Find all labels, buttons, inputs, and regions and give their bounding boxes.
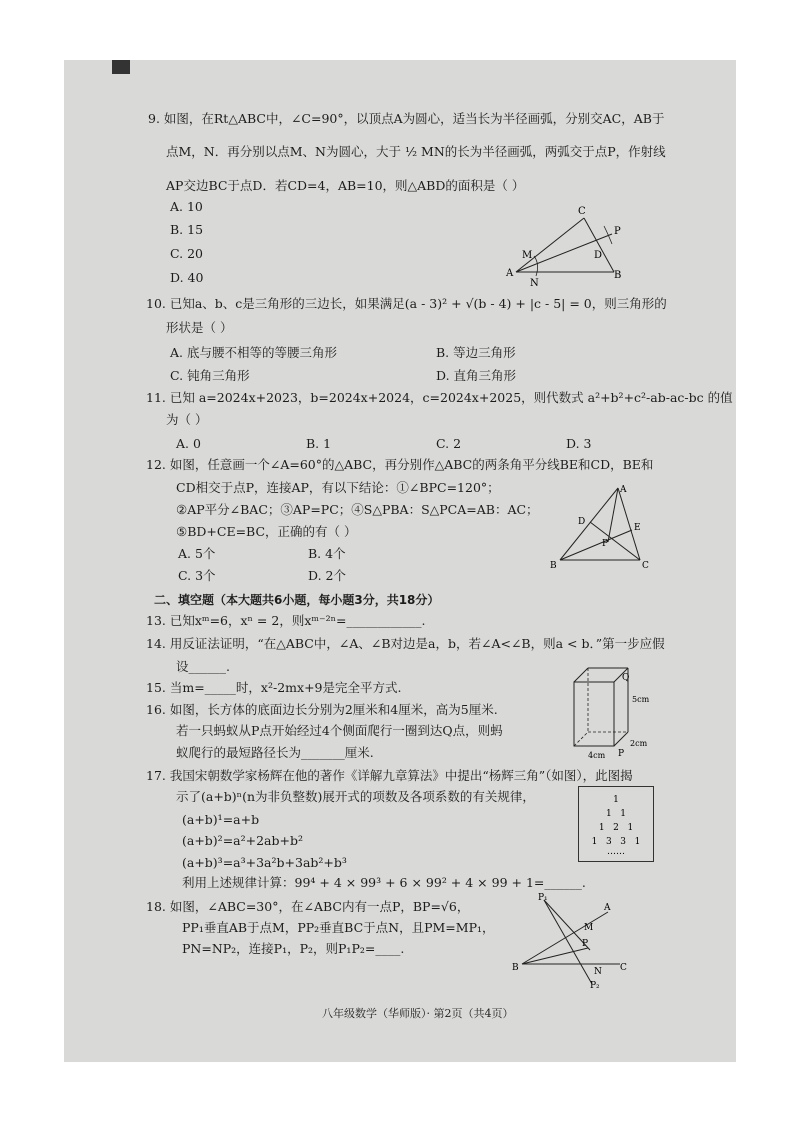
section-fill-in-title: 二、填空题（本大题共6小题，每小题3分，共18分） xyxy=(154,593,440,607)
yanghui-row-1: 1 xyxy=(613,795,619,805)
q11-option-d: D. 3 xyxy=(566,436,592,451)
q16-cuboid-figure xyxy=(566,660,666,760)
q10-line2: 形状是（ ） xyxy=(166,320,233,335)
q12-option-a: A. 5个 xyxy=(178,546,216,561)
q16-fig-label-length: 4cm xyxy=(588,751,606,760)
q12-option-b: B. 4个 xyxy=(308,546,346,561)
q12-fig-label-a: A xyxy=(620,485,627,495)
q11-line2: 为（ ） xyxy=(166,412,208,427)
q18-fig-label-p: P xyxy=(582,939,589,949)
page-footer: 八年级数学（华师版）· 第2页（共4页） xyxy=(322,1007,514,1020)
q18-fig-label-m: M xyxy=(584,923,594,933)
q14-line2: 设______. xyxy=(176,659,230,674)
q12-fig-label-d: D xyxy=(578,517,586,527)
q18-line2: PP₁垂直AB于点M，PP₂垂直BC于点N，且PM=MP₁， xyxy=(182,920,495,935)
q12-line4: ⑤BD+CE=BC，正确的有（ ） xyxy=(176,524,357,539)
q15: 15. 当m=_____时，x²-2mx+9是完全平方式. xyxy=(146,680,402,695)
q17-expansion-1: (a+b)¹=a+b xyxy=(182,812,260,827)
q18-fig-label-a: A xyxy=(604,903,611,913)
q18-line1: 18. 如图，∠ABC=30°，在∠ABC内有一点P，BP=√6， xyxy=(146,899,470,914)
q16-line1: 16. 如图，长方体的底面边长分别为2厘米和4厘米，高为5厘米. xyxy=(146,702,498,717)
q9-option-a: A. 10 xyxy=(170,199,203,214)
q12-fig-label-p: P xyxy=(602,539,609,549)
q16-fig-label-width: 2cm xyxy=(630,739,648,748)
q18-angle-figure xyxy=(506,890,636,990)
q10-line1: 10. 已知a、b、c是三角形的三边长，如果满足(a - 3)² + √(b - 4) + |c - 5| = 0，则三角形的 xyxy=(146,296,667,311)
q12-fig-label-e: E xyxy=(634,523,641,533)
q17-calculation: 利用上述规律计算：99⁴ + 4 × 99³ + 6 × 99² + 4 × 99 + 1=______. xyxy=(182,875,586,890)
q17-line2: 示了(a+b)ⁿ(n为非负整数)展开式的项数及各项系数的有关规律， xyxy=(176,789,535,804)
q9-fig-label-n: N xyxy=(530,278,539,289)
q16-line2: 若一只蚂蚁从P点开始经过4个侧面爬行一圈到达Q点，则蚂 xyxy=(176,723,503,738)
yanghui-row-4: 1 3 3 1 xyxy=(591,837,641,847)
q10-option-c: C. 钝角三角形 xyxy=(170,368,250,383)
q12-line1: 12. 如图，任意画一个∠A=60°的△ABC，再分别作△ABC的两条角平分线BE和CD，BE和 xyxy=(146,457,654,472)
q9-option-b: B. 15 xyxy=(170,222,204,237)
q18-fig-label-p1: P₁ xyxy=(538,893,548,903)
q18-fig-label-c: C xyxy=(620,963,627,973)
q9-option-c: C. 20 xyxy=(170,246,203,261)
yanghui-triangle-box xyxy=(578,786,654,862)
q18-line3: PN=NP₂，连接P₁，P₂，则P₁P₂=____. xyxy=(182,941,405,956)
q14-line1: 14. 用反证法证明，“在△ABC中，∠A、∠B对边是a，b，若∠A<∠B，则a < b．”第一步应假 xyxy=(146,636,665,651)
q11-option-c: C. 2 xyxy=(436,436,462,451)
q18-fig-label-p2: P₂ xyxy=(590,981,600,990)
q9-line3: AP交边BC于点D．若CD=4，AB=10，则△ABD的面积是（ ） xyxy=(166,178,525,193)
q16-fig-label-height: 5cm xyxy=(632,695,650,704)
q16-fig-label-q: Q xyxy=(622,673,630,683)
dark-corner-mark xyxy=(112,60,130,74)
q13: 13. 已知xᵐ=6，xⁿ = 2，则xᵐ⁻²ⁿ=____________. xyxy=(146,613,426,628)
q11-option-b: B. 1 xyxy=(306,436,332,451)
q9-fig-label-a: A xyxy=(506,268,514,279)
q17-expansion-3: (a+b)³=a³+3a²b+3ab²+b³ xyxy=(182,855,347,870)
q12-triangle-figure xyxy=(548,480,658,572)
q9-option-d: D. 40 xyxy=(170,270,204,285)
q11-line1: 11. 已知 a=2024x+2023，b=2024x+2024，c=2024x+2025，则代数式 a²+b²+c²-ab-ac-bc 的值 xyxy=(146,390,733,405)
q11-option-a: A. 0 xyxy=(176,436,201,451)
q9-line2: 点M，N．再分别以点M、N为圆心，大于 ½ MN的长为半径画弧，两弧交于点P，作射线 xyxy=(166,144,666,159)
q9-line1: 9. 如图，在Rt△ABC中，∠C=90°，以顶点A为圆心，适当长为半径画弧，分别交AC，AB于 xyxy=(148,111,665,126)
q18-fig-label-n: N xyxy=(594,967,602,977)
q9-fig-label-p: P xyxy=(614,226,621,237)
q17-line1: 17. 我国宋朝数学家杨辉在他的著作《详解九章算法》中提出“杨辉三角”（如图），此图揭 xyxy=(146,768,633,783)
q10-option-b: B. 等边三角形 xyxy=(436,345,516,360)
q12-fig-label-b: B xyxy=(550,561,557,571)
q12-option-c: C. 3个 xyxy=(178,568,216,583)
q10-option-a: A. 底与腰不相等的等腰三角形 xyxy=(170,345,337,360)
q9-triangle-figure xyxy=(500,200,640,290)
q12-option-d: D. 2个 xyxy=(308,568,346,583)
q9-fig-label-c: C xyxy=(578,206,586,217)
q12-line3: ②AP平分∠BAC；③AP=PC；④S△PBA：S△PCA=AB：AC； xyxy=(176,502,539,517)
q18-fig-label-b: B xyxy=(512,963,519,973)
q16-fig-label-p: P xyxy=(618,749,625,759)
q17-expansion-2: (a+b)²=a²+2ab+b² xyxy=(182,833,303,848)
q12-fig-label-c: C xyxy=(642,561,649,571)
q9-fig-label-m: M xyxy=(522,250,533,261)
q9-fig-label-d: D xyxy=(594,250,603,261)
yanghui-row-ellipsis: …… xyxy=(607,847,625,857)
q9-fig-label-b: B xyxy=(614,270,622,281)
yanghui-row-3: 1 2 1 xyxy=(598,823,634,833)
yanghui-row-2: 1 1 xyxy=(605,809,627,819)
q10-option-d: D. 直角三角形 xyxy=(436,368,517,383)
q16-line3: 蚁爬行的最短路径长为_______厘米. xyxy=(176,745,374,760)
q12-line2: CD相交于点P，连接AP，有以下结论：①∠BPC=120°； xyxy=(176,480,500,495)
